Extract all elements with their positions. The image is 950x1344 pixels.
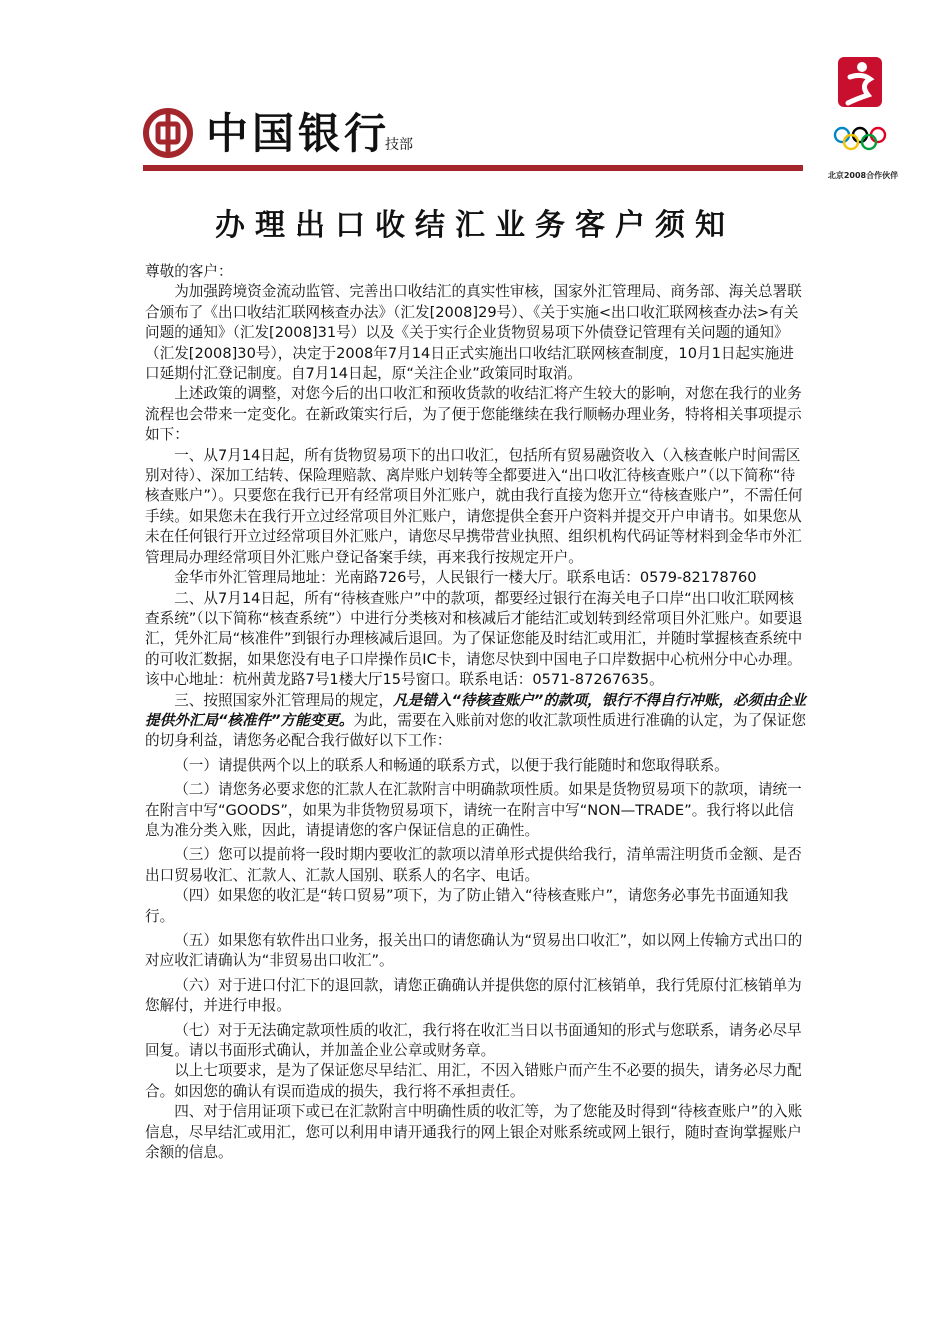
- paragraph-impact: 上述政策的调整，对您今后的出口收汇和预收货款的收结汇将产生较大的影响，对您在我行的业务流程也会带来一定变化。在新政策实行后，为了便于您能继续在我行顺畅办理业务，特将相关事项提示如下：: [145, 385, 802, 444]
- greeting: 尊敬的客户：: [145, 263, 233, 280]
- paragraph-item-1: 一、从7月14日起，所有货物贸易项下的出口收汇，包括所有贸易融资收入（入核查帐户时间需区别对待）、深加工结转、保险理赔款、离岸账户划转等全都要进入“出口收汇待核查账户”（以下简称“待核查账户”）。只要您在我行已开有经常项目外汇账户，就由我行直接为您开立“待核查账户”，不需任何手续。如果您未在我行开立过经常项目外汇账户，请您提供全套开户资料并提交开户申请书。如果您从未在任何银行开立过经常项目外汇账户，请您尽早携带营业执照、组织机构代码证等材料到金华市外汇管理局办理经常项目外汇账户登记备案手续，再来我行按规定开户。: [145, 446, 803, 566]
- paragraph-item-4: 四、对于信用证项下或已在汇款附言中明确性质的收汇等，为了您能及时得到“待核查账户”的入账信息，尽早结汇或用汇，您可以利用申请开通我行的网上银企对账系统或网上银行，随时查询掌握账户余额的信息。: [145, 1103, 803, 1162]
- emphasis-text: 凡是错入“待核查账户”的款项，银行不得自行冲账，必须由企业提供外汇局“核准件”方能变更。: [145, 691, 806, 729]
- beijing-2008-emblem-icon: [822, 55, 904, 180]
- document-body: [145, 262, 807, 1163]
- sub-item-2: （二）请您务必要求您的汇款人在汇款附言中明确款项性质。如果是货物贸易项下的款项，请统一在附言中写“GOODS”，如果为非货物贸易项下，请统一在附言中写“NON—TRADE”。我行将以此信息为准分类入账，因此，请提请您的客户保证信息的正确性。: [145, 781, 802, 839]
- sub-item-1: （一）请提供两个以上的联系人和畅通的联系方式，以便于我行能随时和您取得联系。: [174, 756, 729, 774]
- paragraph-item-3: [145, 691, 807, 752]
- sub-item-6: （六）对于进口付汇下的退回款，请您正确确认并提供您的原付汇核销单，我行凭原付汇核销单为您解付，并进行申报。: [145, 976, 802, 1015]
- sub-item-3: （三）您可以提前将一段时期内要收汇的款项以清单形式提供给我行，清单需注明货币金额、是否出口贸易收汇、汇款人、汇款人国别、联系人的名字、电话。: [145, 846, 802, 884]
- paragraph-item-2: 二、从7月14日起，所有“待核查账户”中的款项，都要经过银行在海关电子口岸“出口收汇联网核查系统”（以下简称“核查系统”）中进行分类核对和核减后才能结汇或划转到经常项目外汇账户。如要退汇，凭外汇局“核准件”到银行办理核减后退回。为了保证您能及时结汇或用汇，并随时掌握核查系统中的可收汇数据，如果您没有电子口岸操作员IC卡，请您尽快到中国电子口岸数据中心杭州分中心办理。该中心地址：杭州黄龙路7号1楼大厅15号窗口。联系电话：0571-87267635。: [145, 589, 803, 689]
- bank-of-china-logo-icon: [143, 108, 193, 158]
- sub-item-4: （四）如果您的收汇是“转口贸易”项下，为了防止错入“待核查账户”，请您务必事先书面通知我行。: [145, 887, 789, 925]
- paragraph-item-3-tail: 为此，需要在入账前对您的收汇款项性质进行准确的认定，为了保证您的切身利益，请您务必配合我行做好以下工作：: [145, 711, 806, 750]
- sub-item-5: （五）如果您有软件出口业务，报关出口的请您确认为“贸易出口收汇”，如以网上传输方式出口的对应收汇请确认为“非贸易出口收汇”。: [145, 932, 803, 970]
- paragraph-intro: 为加强跨境资金流动监管、完善出口收结汇的真实性审核，国家外汇管理局、商务部、海关总署联合颁布了《出口收结汇联网核查办法》（汇发[2008]29号）、《关于实施<出口收汇联网核查办法>有关问题的通知》（汇发[2008]31号）以及《关于实行企业货物贸易项下外债登记管理有关问题的通知》（汇发[2008]30号），决定于2008年7月14日正式实施出口收结汇联网核查制度，10月1日起实施进口延期付汇登记制度。自7月14日起，原“关注企业”政策同时取消。: [145, 283, 802, 383]
- bank-brand-name: 中国银行: [206, 109, 391, 158]
- sub-item-7: （七）对于无法确定款项性质的收汇，我行将在收汇当日以书面通知的形式与您联系，请务必尽早回复。请以书面形式确认，并加盖企业公章或财务章。: [145, 1021, 802, 1060]
- paragraph-item-3-lead: 三、按照国家外汇管理局的规定，: [174, 691, 394, 709]
- paragraph-safe-address: 金华市外汇管理局地址：光南路726号，人民银行一楼大厅。联系电话：0579-82178760: [174, 569, 757, 587]
- header-divider: [143, 165, 803, 171]
- paragraph-summary: 以上七项要求，是为了保证您尽早结汇、用汇，不因入错账户而产生不必要的损失，请务必尽力配合。如因您的确认有误而造成的损失，我行将不承担责任。: [145, 1062, 802, 1100]
- department-label: 技部: [385, 137, 413, 153]
- document-title: 办理出口收结汇业务客户须知: [215, 208, 735, 243]
- olympic-partner-text: 北京2008合作伙伴: [827, 171, 899, 180]
